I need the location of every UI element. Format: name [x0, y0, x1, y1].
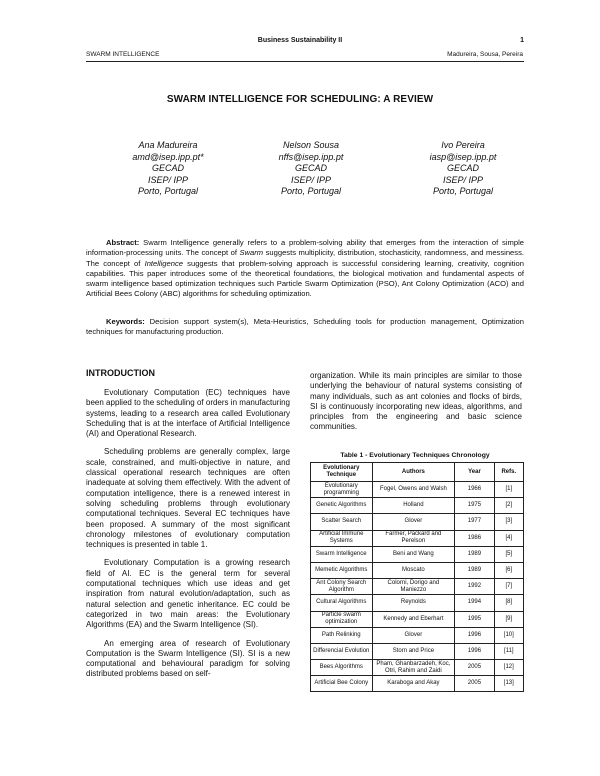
paragraph: An emerging area of research of Evolutionary Computation is the Swarm Intelligence (SI). SI is a new computational and behavioural paradigm for solving distributed problems based on self- [86, 638, 290, 679]
author-lab: GECAD [294, 163, 327, 173]
author-block [231, 140, 391, 198]
keywords-text: Decision support system(s), Meta-Heuristics, Scheduling tools for production management, Optimization techniques for manufacturing production. [86, 317, 524, 337]
table-row [311, 660, 524, 676]
table-cell: Reynolds [372, 595, 455, 611]
table-cell: 2005 [455, 676, 494, 692]
table-cell: 1994 [455, 595, 494, 611]
table-header-technique: Evolutionary Technique [311, 463, 373, 482]
table-cell: [10] [494, 627, 523, 643]
author-lab: GECAD [446, 163, 479, 173]
running-title: Business Sustainability II [257, 37, 343, 44]
table-cell: Path Relinking [311, 627, 373, 643]
table-cell: [12] [494, 660, 523, 676]
table-cell: Artificial Bee Colony [311, 676, 373, 692]
table-row [311, 482, 524, 498]
header-rule [86, 61, 524, 62]
abstract-emphasis: Swarm [239, 248, 264, 258]
table-cell: 1992 [455, 579, 494, 595]
author-name: Ana Madureira [138, 140, 198, 150]
table-header-year: Year [455, 463, 494, 482]
table-cell: [1] [494, 482, 523, 498]
header-left: SWARM INTELLIGENCE [86, 51, 160, 58]
table-cell: [6] [494, 562, 523, 578]
table-cell: Pham, Ghanbarzadeh, Koc, Otri, Rahim and Zaidi [372, 660, 455, 676]
left-column [86, 388, 290, 688]
table-cell: [5] [494, 546, 523, 562]
table-row [311, 595, 524, 611]
table-cell: 1989 [455, 546, 494, 562]
table-cell: Swarm Intelligence [311, 546, 373, 562]
author-lab: GECAD [151, 163, 184, 173]
table-row [311, 627, 524, 643]
table-caption: Table 1 - Evolutionary Techniques Chronology [340, 452, 490, 459]
author-location: Porto, Portugal [137, 186, 199, 196]
abstract-emphasis: Intelligence [144, 258, 183, 268]
section-heading: INTRODUCTION [86, 368, 155, 378]
table-cell: Fogel, Owens and Walsh [372, 482, 455, 498]
table-cell: Bees Algorithms [311, 660, 373, 676]
author-name: Ivo Pereira [441, 140, 485, 150]
paragraph: Scheduling problems are generally complex, large scale, constrained, and multi-objective in nature, and classical operational research techniques are often inadequate at solving them effectively. With the advent of computation intelligence, there is a renewed interest in solving scheduling problems through evolutionary computational techniques. Several EC techniques have been proposed. A summary of the most significant chronology milestones of evolutionary computation techniques is presented in table 1. [86, 447, 290, 550]
table-cell: 1975 [455, 498, 494, 514]
table-cell: Ant Colony Search Algorithm [311, 579, 373, 595]
table-cell: Farmer, Packard and Perelson [372, 530, 455, 546]
page-number: 1 [520, 37, 524, 44]
table-row [311, 530, 524, 546]
table-cell: Genetic Algorithms [311, 498, 373, 514]
author-block [88, 140, 248, 198]
table-cell: [7] [494, 579, 523, 595]
paragraph: organization. While its main principles are similar to those underlying the behaviour of natural systems consisting of many individuals, such as ant colonies and flocks of birds, SI is continuously incorporating new ideas, algorithms, and principles from the engineering and basic science communities. [310, 371, 522, 432]
table-cell: [8] [494, 595, 523, 611]
right-column [310, 371, 522, 433]
keywords [86, 317, 524, 338]
author-name: Nelson Sousa [282, 140, 340, 150]
author-institution: ISEP/ IPP [290, 174, 332, 185]
abstract-text: suggests that problem-solving approach is successful considering learning, creativity, cognition capabilities. This paper introduces some of the theoretical foundations, the biological motivation and fundamental aspects of swarm intelligence based optimization techniques such Particle Swarm Optimization (PSO), Ant Colony Optimization (ACO) and Artificial Bees Colony (ABC) algorithms for scheduling optimization. [86, 258, 524, 299]
author-block [383, 140, 543, 198]
paragraph: Evolutionary Computation is a growing research field of AI. EC is the general term for several computational techniques which use ideas and get inspiration from natural evolution/adaptation, such as natural selection and genetic inheritance. EC could be categorized in two main areas: the Evolutionary Algorithms (EA) and the Swarm Intelligence (SI). [86, 558, 290, 630]
table-cell: 1995 [455, 611, 494, 627]
table-header-row [311, 463, 524, 482]
table-header-refs: Refs. [494, 463, 523, 482]
table-cell: Differencial Evolution [311, 643, 373, 659]
paper-title: SWARM INTELLIGENCE FOR SCHEDULING: A REVIEW [166, 94, 434, 105]
abstract-label: Abstract: [106, 238, 140, 247]
table-cell: Evolutionary programming [311, 482, 373, 498]
table-cell: Beni and Wang [372, 546, 455, 562]
table-row [311, 676, 524, 692]
table-header-authors: Authors [372, 463, 455, 482]
table-row [311, 611, 524, 627]
table-cell: Scatter Search [311, 514, 373, 530]
table-row [311, 514, 524, 530]
keywords-label: Keywords: [106, 317, 145, 326]
chronology-table [310, 462, 524, 692]
table-cell: 1996 [455, 627, 494, 643]
table-cell: 1989 [455, 562, 494, 578]
header-right: Madureira, Sousa, Pereira [447, 51, 523, 58]
table-cell: [11] [494, 643, 523, 659]
table-row [311, 546, 524, 562]
table-cell: 1966 [455, 482, 494, 498]
author-institution: ISEP/ IPP [147, 174, 189, 185]
table-cell: [9] [494, 611, 523, 627]
table-cell: Holland [372, 498, 455, 514]
table-cell: Storn and Price [372, 643, 455, 659]
table-cell: 1996 [455, 643, 494, 659]
table-row [311, 562, 524, 578]
author-location: Porto, Portugal [432, 186, 494, 196]
table-cell: Glover [372, 627, 455, 643]
table-cell: Particle swarm optimization [311, 611, 373, 627]
table-cell: Colorni, Dorigo and Maniezzo [372, 579, 455, 595]
author-email: amd@isep.ipp.pt* [132, 151, 204, 162]
table-row [311, 579, 524, 595]
table-cell: Memetic Algorithms [311, 562, 373, 578]
author-location: Porto, Portugal [280, 186, 342, 196]
table-cell: Kennedy and Eberhart [372, 611, 455, 627]
table-cell: Karaboga and Akay [372, 676, 455, 692]
author-institution: ISEP/ IPP [442, 174, 484, 185]
table-cell: Glover [372, 514, 455, 530]
author-email: iasp@isep.ipp.pt [429, 151, 497, 162]
table-cell: 1986 [455, 530, 494, 546]
abstract [86, 238, 524, 300]
abstract-text: suggests multiplicity, distribution, stochasticity, randomness, and messiness. The concept of [86, 248, 524, 268]
abstract-text: Swarm Intelligence generally refers to a problem-solving ability that emerges from the interaction of simple information-processing units. The concept of [86, 238, 524, 258]
author-email: nffs@isep.ipp.pt [278, 151, 344, 162]
table-cell: 2005 [455, 660, 494, 676]
table-cell: 1977 [455, 514, 494, 530]
table-cell: Cultural Algorithms [311, 595, 373, 611]
table-row [311, 643, 524, 659]
table-row [311, 498, 524, 514]
table-cell: [4] [494, 530, 523, 546]
table-cell: Artificial Immune Systems [311, 530, 373, 546]
table-cell: Moscato [372, 562, 455, 578]
table-cell: [2] [494, 498, 523, 514]
table-cell: [3] [494, 514, 523, 530]
paragraph: Evolutionary Computation (EC) techniques have been applied to the scheduling of orders in manufacturing systems, leading to a research area called Evolutionary Scheduling that is at the interface of Artificial Intelligence (AI) and Operational Research. [86, 388, 290, 439]
table-cell: [13] [494, 676, 523, 692]
